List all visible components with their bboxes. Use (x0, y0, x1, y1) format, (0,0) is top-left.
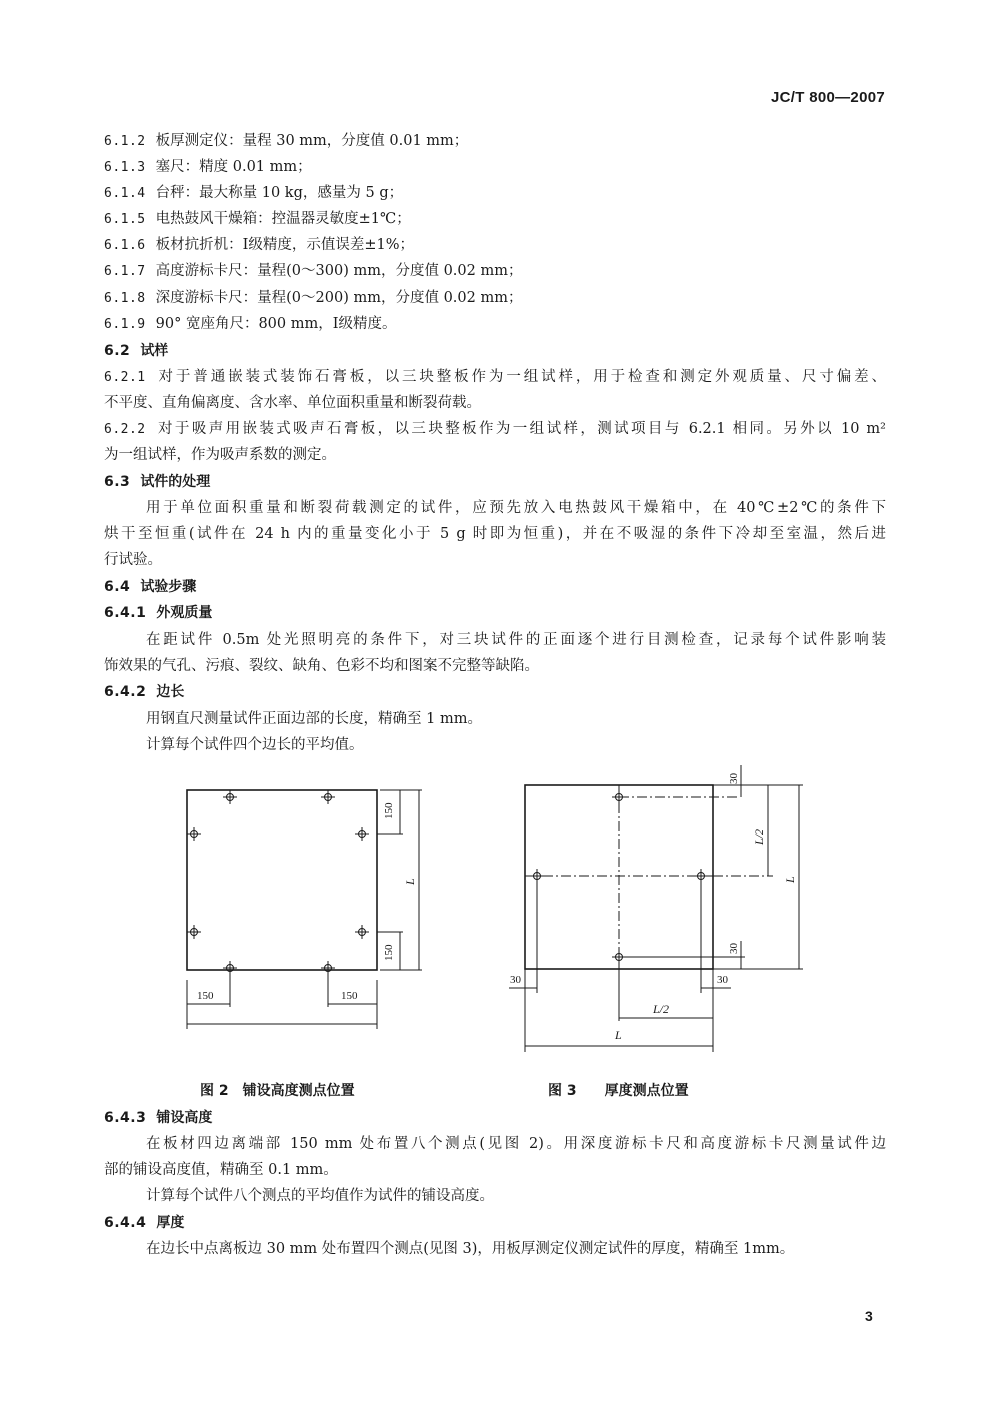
measuring-point (321, 961, 335, 975)
page-number: 3 (865, 1308, 873, 1324)
clause-6-4-2-line2: 计算每个试件四个边长的平均值。 (146, 737, 364, 753)
clause-6-1-6 (104, 234, 414, 257)
section-6-3-line3: 行试验。 (104, 552, 162, 568)
clause-6-2-2-line1 (104, 418, 886, 441)
clause-number: 6.1.4 (104, 186, 146, 201)
clause-number: 6.1.8 (104, 291, 146, 306)
standard-code: JC/T 800—2007 (771, 89, 885, 106)
clause-6-2-1-line2: 不平度、直角偏离度、含水率、单位面积重量和断裂荷载。 (104, 395, 481, 411)
clause-number: 6.1.6 (104, 238, 146, 253)
measuring-point (612, 790, 626, 804)
clause-6-1-4 (104, 182, 403, 205)
dim-top-150: 150 (383, 802, 395, 819)
measuring-point (223, 790, 237, 804)
measuring-point (355, 925, 369, 939)
clause-text: 塞尺：精度 0.01 mm； (155, 159, 312, 175)
clause-number: 6.4.2 (104, 684, 147, 700)
measuring-point (321, 790, 335, 804)
section-6-3-heading (104, 471, 210, 493)
clause-text: 90° 宽座角尺：800 mm，Ⅰ级精度。 (155, 316, 397, 332)
clause-6-1-5 (104, 208, 411, 231)
dim-bottom-30: 30 (728, 943, 740, 954)
clause-6-4-2-line1: 用钢直尺测量试件正面边部的长度，精确至 1 mm。 (146, 711, 482, 727)
clause-number: 6.1.5 (104, 212, 146, 227)
section-6-4-heading (104, 576, 196, 598)
dim-side-L: L (403, 878, 417, 885)
measuring-point (187, 925, 201, 939)
clause-number: 6.2.2 (104, 422, 146, 437)
clause-number: 6.1.9 (104, 317, 146, 332)
clause-title: 铺设高度 (156, 1110, 213, 1126)
section-6-2-heading (104, 340, 168, 362)
clause-text: 板材抗折机：Ⅰ级精度，示值误差±1%； (155, 237, 415, 253)
dim-right-150: 150 (341, 990, 358, 1002)
clause-6-4-4-line1: 在边长中点离板边 30 mm 处布置四个测点(见图 3)，用板厚测定仪测定试件的厚度，精确至 1mm。 (146, 1241, 795, 1257)
clause-6-4-3-heading (104, 1107, 212, 1129)
dim-top-30: 30 (728, 773, 740, 784)
figure-2-diagram (170, 775, 440, 1035)
clause-6-4-2-heading (104, 681, 184, 703)
clause-6-1-9 (104, 313, 396, 336)
clause-text: 对于吸声用嵌装式吸声石膏板，以三块整板作为一组试样，测试项目与 6.2.1 相同。另外以 10 m² (155, 421, 886, 437)
measuring-point (187, 827, 201, 841)
clause-number: 6.4.4 (104, 1215, 147, 1231)
dim-bottom-150: 150 (383, 944, 395, 961)
clause-6-4-1-line1: 在距试件 0.5m 处光照明亮的条件下，对三块试件的正面逐个进行目测检查，记录每个试件影响装 (146, 632, 886, 648)
clause-title: 外观质量 (156, 605, 213, 621)
section-title: 试验步骤 (140, 579, 197, 595)
clause-text: 台秤：最大称量 10 kg，感量为 5 g； (155, 185, 404, 201)
board-outline (187, 790, 377, 970)
dim-left-150: 150 (197, 990, 214, 1002)
clause-6-4-3-line1: 在板材四边离端部 150 mm 处布置八个测点(见图 2)。用深度游标卡尺和高度游标卡尺测量试件边 (146, 1136, 886, 1152)
clause-6-4-3-line3: 计算每个试件八个测点的平均值作为试件的铺设高度。 (146, 1188, 494, 1204)
clause-6-1-2 (104, 130, 468, 153)
clause-6-1-7 (104, 260, 522, 283)
clause-6-4-1-line2: 饰效果的气孔、污痕、裂纹、缺角、色彩不均和图案不完整等缺陷。 (104, 658, 539, 674)
clause-text: 电热鼓风干燥箱：控温器灵敏度±1℃； (155, 211, 411, 227)
figure-2-caption: 图 2 铺设高度测点位置 (200, 1083, 355, 1099)
clause-text: 高度游标卡尺：量程(0～300) mm，分度值 0.02 mm； (155, 263, 523, 279)
clause-number: 6.4.3 (104, 1110, 147, 1126)
clause-text: 对于普通嵌装式装饰石膏板，以三块整板作为一组试样，用于检查和测定外观质量、尺寸偏差、 (155, 369, 886, 385)
clause-6-4-3-line2: 部的铺设高度值，精确至 0.1 mm。 (104, 1162, 338, 1178)
section-title: 试件的处理 (140, 474, 211, 490)
figure-3-diagram (505, 755, 815, 1055)
clause-6-1-8 (104, 287, 522, 310)
clause-number: 6.1.3 (104, 160, 146, 175)
measuring-point (223, 961, 237, 975)
clause-6-1-3 (104, 156, 312, 179)
clause-6-4-4-heading (104, 1212, 184, 1234)
section-6-3-line1: 用于单位面积重量和断裂荷载测定的试件，应预先放入电热鼓风干燥箱中，在 40℃±2℃的条件下 (146, 500, 886, 516)
section-number: 6.4 (104, 579, 131, 595)
clause-6-2-1-line1 (104, 366, 886, 389)
clause-title: 厚度 (156, 1215, 185, 1231)
section-6-3-line2: 烘干至恒重(试件在 24 h 内的重量变化小于 5 g 时即为恒重)，并在不吸湿的条件下冷却至室温，然后进 (104, 526, 886, 542)
clause-text: 板厚测定仪：量程 30 mm，分度值 0.01 mm； (155, 133, 469, 149)
clause-number: 6.1.2 (104, 134, 146, 149)
clause-title: 边长 (156, 684, 185, 700)
section-title: 试样 (140, 343, 169, 359)
dim-half-L: L/2 (752, 828, 766, 845)
clause-6-4-1-heading (104, 602, 212, 624)
clause-number: 6.1.7 (104, 264, 146, 279)
clause-6-2-2-line2: 为一组试样，作为吸声系数的测定。 (104, 447, 336, 463)
figure-3-caption: 图 3 厚度测点位置 (548, 1083, 689, 1099)
dim-side-L: L (783, 876, 797, 883)
dim-bottom-L: L (615, 1028, 622, 1042)
dim-bottom-half-L: L/2 (653, 1002, 670, 1016)
clause-number: 6.4.1 (104, 605, 147, 621)
dim-left-30: 30 (510, 974, 521, 986)
dim-right-30: 30 (717, 974, 728, 986)
section-number: 6.2 (104, 343, 131, 359)
section-number: 6.3 (104, 474, 131, 490)
measuring-point (355, 827, 369, 841)
clause-number: 6.2.1 (104, 370, 146, 385)
clause-text: 深度游标卡尺：量程(0～200) mm，分度值 0.02 mm； (155, 290, 523, 306)
